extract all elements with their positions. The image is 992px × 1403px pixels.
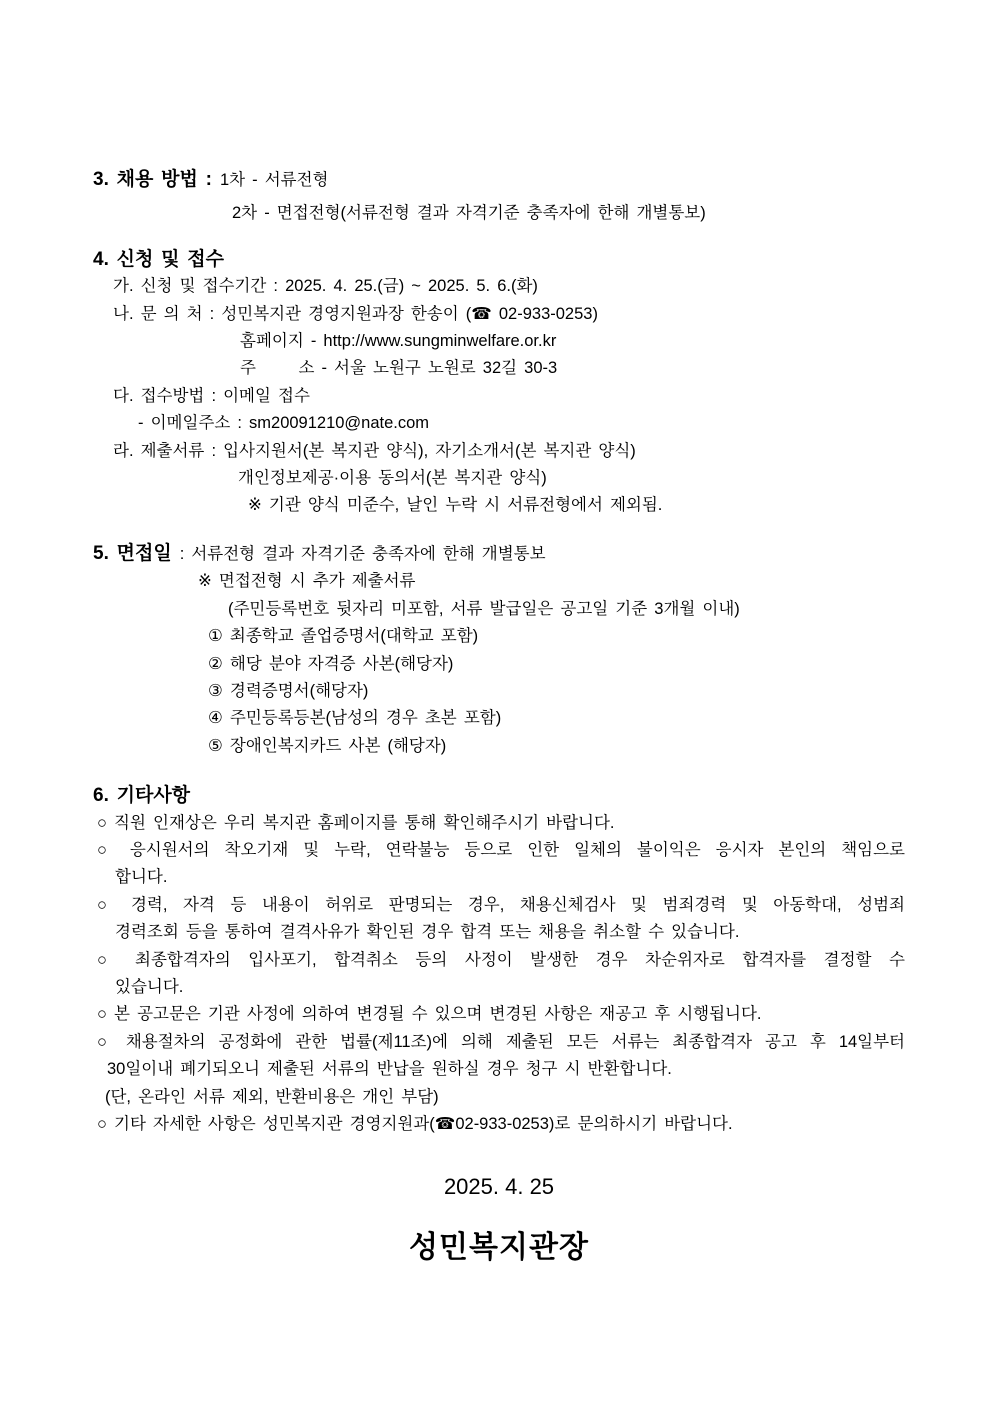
recruit-method-line <box>93 166 905 194</box>
interview-doc-3: ③ 경력증명서(해당자) <box>208 681 369 700</box>
interview-note-line: ※ 면접전형 시 추가 제출서류 <box>198 572 416 591</box>
apply-address-line: 주 소 - 서울 노원구 노원로 32길 30-3 <box>240 359 558 378</box>
apply-contact-line: 나. 문 의 처 : 성민복지관 경영지원과장 한송이 (☎ 02-933-0253) <box>113 304 598 323</box>
document-content <box>93 166 905 1268</box>
etc-item-6: ○ 채용절차의 공정화에 관한 법률(제11조)에 의해 제출된 모든 서류는 최종합격자 공고 후 14일부터 <box>97 1032 905 1051</box>
etc-item-5: ○ 본 공고문은 기관 사정에 의하여 변경될 수 있으며 변경된 사항은 재공고 후 시행됩니다. <box>97 1005 762 1024</box>
etc-item-3-cont: 경력조회 등을 통하여 결격사유가 확인된 경우 합격 또는 채용을 취소할 수 있습니다. <box>115 923 740 942</box>
etc-item-6-cont: 30일이내 폐기되오니 제출된 서류의 반납을 원하실 경우 청구 시 반환합니다. <box>107 1060 672 1079</box>
etc-item-4: ○ 최종합격자의 입사포기, 합격취소 등의 사정이 발생한 경우 차순위자로 합격자를 결정할 수 <box>97 950 905 969</box>
interview-doc-4: ④ 주민등록등본(남성의 경우 초본 포함) <box>208 709 502 728</box>
etc-item-4-cont: 있습니다. <box>115 977 184 996</box>
apply-documents-line2: 개인정보제공·이용 동의서(본 복지관 양식) <box>238 469 547 488</box>
apply-heading: 4. 신청 및 접수 <box>93 248 224 270</box>
interview-heading: 5. 면접일 <box>93 542 172 564</box>
recruit-method-round1: 1차 - 서류전형 <box>219 171 329 189</box>
apply-note-line: ※ 기관 양식 미준수, 날인 누락 시 서류전형에서 제외됨. <box>248 496 663 515</box>
interview-heading-rest: : 서류전형 결과 자격기준 충족자에 한해 개별통보 <box>179 544 546 563</box>
interview-doc-2: ② 해당 분야 자격증 사본(해당자) <box>208 654 454 673</box>
announcement-date: 2025. 4. 25 <box>443 1174 555 1200</box>
etc-item-1: ○ 직원 인재상은 우리 복지관 홈페이지를 통해 확인해주시기 바랍니다. <box>97 813 615 832</box>
apply-documents-line: 라. 제출서류 : 입사지원서(본 복지관 양식), 자기소개서(본 복지관 양식) <box>113 441 636 460</box>
etc-heading: 6. 기타사항 <box>93 785 191 807</box>
apply-method-line: 다. 접수방법 : 이메일 접수 <box>113 386 310 405</box>
recruit-method-round2: 2차 - 면접전형(서류전형 결과 자격기준 충족자에 한해 개별통보) <box>232 204 706 223</box>
etc-item-2: ○ 응시원서의 착오기재 및 누락, 연락불능 등으로 인한 일체의 불이익은 응시자 본인의 책임으로 <box>97 840 905 859</box>
interview-heading-line <box>93 540 905 568</box>
etc-item-7: ○ 기타 자세한 사항은 성민복지관 경영지원과(☎02-933-0253)로 문의하시기 바랍니다. <box>97 1115 733 1133</box>
recruit-method-heading: 3. 채용 방법 : <box>93 169 212 190</box>
etc-item-6-cont2: (단, 온라인 서류 제외, 반환비용은 개인 부담) <box>105 1087 439 1106</box>
apply-period-line: 가. 신청 및 접수기간 : 2025. 4. 25.(금) ~ 2025. 5. 6.(화) <box>113 277 538 296</box>
interview-docs-note-line: (주민등록번호 뒷자리 미포함, 서류 발급일은 공고일 기준 3개월 이내) <box>228 599 740 618</box>
interview-doc-1: ① 최종학교 졸업증명서(대학교 포함) <box>208 627 479 646</box>
apply-homepage-line: 홈페이지 - http://www.sungminwelfare.or.kr <box>240 332 557 351</box>
apply-email-line: - 이메일주소 : sm20091210@nate.com <box>138 414 430 433</box>
interview-doc-5: ⑤ 장애인복지카드 사본 (해당자) <box>208 736 447 755</box>
etc-item-2-cont: 합니다. <box>115 868 168 887</box>
etc-item-3: ○ 경력, 자격 등 내용이 허위로 판명되는 경우, 채용신체검사 및 범죄경력 및 아동학대, 성범죄 <box>97 895 905 914</box>
signature-title: 성민복지관장 <box>409 1231 589 1265</box>
